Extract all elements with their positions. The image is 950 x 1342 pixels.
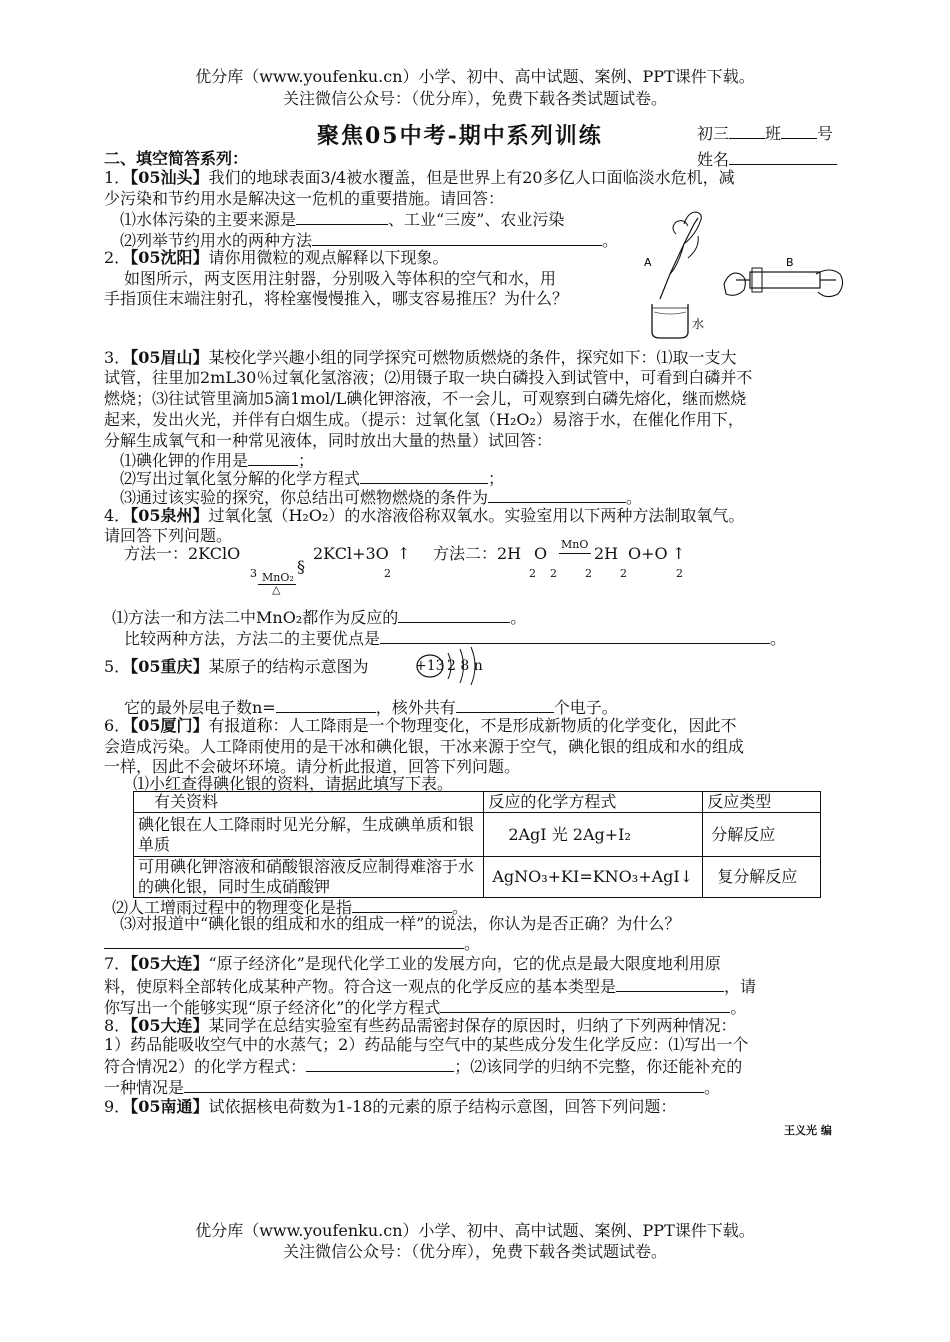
q3-text: 某校化学兴趣小组的同学探究可燃物质燃烧的条件，探究如下：⑴取一支大 [208,348,737,367]
number-blank [781,121,817,139]
q3-tag: 【05眉山】 [130,348,209,367]
q6-tag: 【05厦门】 [130,716,209,735]
q4-method1-mark: § [297,557,305,576]
q7-text: “原子经济化”是现代化学工业的发展方向，它的优点是最大限度地利用原 [208,954,721,973]
q6-line-2: 会造成污染。人工降雨使用的是干冰和碘化银，干冰来源于空气，碘化银的组成和水的组成 [104,737,745,756]
q3-line-4: 起来，发出火光，并伴有白烟生成。（提示：过氧化氢（H₂O₂）易溶于水，在催化作用下， [104,410,744,429]
q4-sub2-end: 。 [770,629,787,648]
q7-text-c: 你写出一个能够实现“原子经济化”的化学方程式 [104,998,441,1017]
q1-sub1-text: ⑴水体污染的主要来源是 [120,210,297,229]
number-label: 号 [817,124,834,143]
atom-nucleus: +13 [415,658,445,674]
agi-data-table [133,791,821,898]
footer-line-1: 优分库（www.youfenku.cn）小学、初中、高中试题、案例、PPT课件下载。 [195,1221,755,1240]
q4-sub1-blank [398,605,510,623]
q6-text: 有报道称：人工降雨是一个物理变化，不是形成新物质的化学变化，因此不 [208,716,737,735]
q8-line-1 [104,1015,736,1036]
q4-sub1-end: 。 [510,608,527,627]
q7-line-1 [104,953,721,974]
q3-sub1-end: ； [298,451,315,470]
q4-method2-product: 2H [594,544,619,563]
q6-sub3-end: 。 [464,934,481,953]
q5-line-1 [104,656,368,677]
class-info [697,121,833,144]
header-line-2: 关注微信公众号：（优分库），免费下载各类试题试卷。 [282,89,667,108]
q6-number: 6． [104,716,131,735]
q6-sub-3: ⑶对报道中“碘化银的组成和水的组成一样”的说法，你认为是否正确？为什么？ [120,914,681,933]
q5-blank-2 [456,695,554,713]
q1-tag: 【05汕头】 [130,168,209,187]
q6-line-3: 一样，因此不会破坏环境。请分析此报道，回答下列问题。 [104,757,521,776]
q4-method-1: 方法一：2KClO [124,544,241,563]
page-title: 聚焦05中考-期中系列训练 [317,123,603,149]
q8-number: 8． [104,1016,131,1035]
q9-text: 试依据核电荷数为1-18的元素的原子结构示意图，回答下列问题： [208,1097,677,1116]
q8-line-2: 1）药品能吸收空气中的水蒸气；2）药品能与空气中的某些成分发生化学反应：⑴写出一个 [104,1035,749,1054]
q7-number: 7． [104,954,131,973]
q4-method2-catalyst [561,539,588,551]
q8-blank-1 [306,1054,454,1072]
q8-text-a: 符合情况2）的化学方程式： [104,1057,307,1076]
table-cell: 2AgI 光 2Ag+I₂ [484,813,703,857]
q6-sub3-blank [104,931,464,949]
grade-label: 初三 [697,124,730,143]
q3-sub2-text: ⑵写出过氧化氢分解的化学方程式 [120,469,361,488]
q3-sub3-text: ⑶通过该实验的探究，你总结出可燃物燃烧的条件为 [120,488,489,507]
q1-sub-2: ⑵列举节约用水的两种方法 。 [120,228,618,251]
q7-blank-1 [616,974,724,992]
section-heading: 二、填空简答系列： [104,149,249,168]
q8-end: 。 [704,1078,721,1097]
q3-line-3: 燃烧；⑶往试管里滴加5滴1mol/L碘化钾溶液，不一会儿，可观察到白磷先熔化，继而燃烧 [104,389,747,408]
q4-sub2-text: 比较两种方法，方法二的主要优点是 [124,629,381,648]
q2-number: 2． [104,248,131,267]
q4-sub1-text: ⑴方法一和方法二中MnO₂都作为反应的 [112,608,399,627]
q5-tag: 【05重庆】 [130,657,209,676]
q3-line-5: 分解生成氧气和一种常见液体，同时放出大量的热量）试回答： [104,431,553,450]
q8-line-3 [104,1054,742,1077]
q5-number: 5． [104,657,131,676]
q4-method2-bar [559,553,591,554]
table-row [134,813,821,857]
q8-blank-2 [184,1075,704,1093]
table-header-cell: 反应类型 [703,792,821,813]
q1-sub-1 [120,207,564,230]
q3-sub3-end: 。 [626,488,643,507]
q3-line-2: 试管，往里加2mL30％过氧化氢溶液；⑵用镊子取一块白磷投入到试管中，可看到白磷并不 [104,368,753,387]
table-header-cell: 反应的化学方程式 [484,792,703,813]
q1-text: 我们的地球表面3/4被水覆盖，但是世界上有20多亿人口面临淡水危机，减 [208,168,735,187]
q1-number: 1． [104,168,131,187]
q3-sub2-blank [360,466,488,484]
q4-method-2: 方法二：2H [433,544,522,563]
q6-sub-1: ⑴小红查得碘化银的资料，请据此填写下表。 [133,774,454,793]
name-label: 姓名 [697,150,730,169]
q3-sub3-blank [488,485,626,503]
atom-shells: 2 8 n [447,658,483,674]
q8-text: 某同学在总结实验室有些药品需密封保存的原因时，归纳了下列两种情况： [208,1016,737,1035]
q4-method1-catalyst: MnO₂ [262,571,294,584]
table-cell: AgNO₃+KI=KNO₃+AgI↓ [484,857,703,898]
q6-sub2-blank [352,895,452,913]
q3-line-1 [104,347,736,368]
q7-text-a: 料，使原料全部转化成某种产物。符合这一观点的化学反应的基本类型是 [104,977,617,996]
q9-line-1 [104,1096,676,1117]
q4-tag: 【05泉州】 [130,506,209,525]
q2-line-3: 手指顶住末端注射孔，将栓塞慢慢推入，哪支容易推压？为什么？ [104,289,569,308]
class-label: 班 [765,124,782,143]
q6-sub3-answer [104,931,480,954]
q7-end: 。 [730,998,747,1017]
q2-line-1 [104,247,448,268]
q4-method1-arrow: ↑ [397,544,411,563]
header-line-1: 优分库（www.youfenku.cn）小学、初中、高中试题、案例、PPT课件下载。 [195,67,755,86]
q1-sub2-text: ⑵列举节约用水的两种方法 [120,231,313,250]
q1-sub2-blank [312,228,602,246]
table-cell: 碘化银在人工降雨时见光分解，生成碘单质和银单质 [134,813,484,857]
q4-method2-catalyst-sub: 2 [585,567,592,580]
q3-sub2-end: ； [488,469,505,488]
q9-tag: 【05南通】 [130,1097,209,1116]
q5-blank-1 [276,695,376,713]
name-blank [729,147,837,165]
q3-sub1-text: ⑴碘化钾的作用是 [120,451,249,470]
fig-label-water: 水 [692,317,705,331]
q2-tag: 【05沈阳】 [130,248,209,267]
q1-sub1-tail: 、工业“三废”、农业污染 [388,210,565,229]
table-cell: 复分解反应 [703,857,821,898]
q6-sub2-end: 。 [452,898,469,917]
q8-text-b: ；⑵该同学的归纳不完整，你还能补充的 [454,1057,743,1076]
q6-sub2-text: ⑵人工增雨过程中的物理变化是指 [112,898,353,917]
table-cell: 可用碘化钾溶液和硝酸银溶液反应制得难溶于水的碘化银，同时生成硝酸钾 [134,857,484,898]
table-header-cell: 有关资料 [134,792,484,813]
q8-tag: 【05大连】 [130,1016,209,1035]
q3-number: 3． [104,348,131,367]
q4-line-1 [104,505,744,526]
q4-method2-o: O [534,544,548,563]
table-header-row [134,792,821,813]
q1-sub1-blank [296,207,388,225]
q4-sub-1 [112,605,526,628]
q5-text: 某原子的结构示意图为 [208,657,369,676]
q6-line-1 [104,715,736,736]
author-credit: 王义光 编 [784,1124,832,1137]
q5-text-a: 它的最外层电子数n= [124,698,276,717]
q4-method2-sub: 2 2 [529,567,557,580]
class-blank [729,121,765,139]
table-row [134,857,821,898]
q7-tag: 【05大连】 [130,954,209,973]
q2-line-2: 如图所示，两支医用注射器，分别吸入等体积的空气和水，用 [124,269,557,288]
q5-text-b: ，核外共有 [375,698,456,717]
q7-line-2 [104,974,756,997]
q4-method2-product-2: O+O [628,544,668,563]
q4-method1-product-sub: 2 [384,567,391,580]
q4-line-2: 请回答下列问题。 [104,526,233,545]
syringe-figure [640,204,850,344]
q8-line-4 [104,1075,720,1098]
q4-method2-product-sub: 2 2 [620,567,683,580]
q1-line-2: 少污染和节约用水是解决这一危机的重要措施。请回答： [104,189,505,208]
q4-method1-heat: △ [272,583,281,596]
q4-text: 过氧化氢（H₂O₂）的水溶液俗称双氧水。实验室用以下两种方法制取氧气。 [208,506,745,525]
q4-method1-product: 2KCl+3O [313,544,389,563]
q9-number: 9． [104,1097,131,1116]
q8-text-c: 一种情况是 [104,1078,185,1097]
q1-line-1 [104,167,735,188]
q4-method2-arrow: ↑ [672,544,686,563]
footer-line-2: 关注微信公众号：（优分库），免费下载各类试题试卷。 [282,1242,667,1261]
q7-blank-2 [440,995,730,1013]
q2-text: 请你用微粒的观点解释以下现象。 [208,248,449,267]
q4-method2-catalyst-text: MnO [561,538,589,551]
fig-label-a: A [644,256,652,269]
q4-number: 4． [104,506,131,525]
q4-method1-sub: 3 [250,567,257,580]
table-cell: 分解反应 [703,813,821,857]
q5-text-c: 个电子。 [553,698,618,717]
q3-sub1-blank [248,448,298,466]
fig-label-b: B [786,256,794,269]
q7-text-b: ，请 [724,977,757,996]
